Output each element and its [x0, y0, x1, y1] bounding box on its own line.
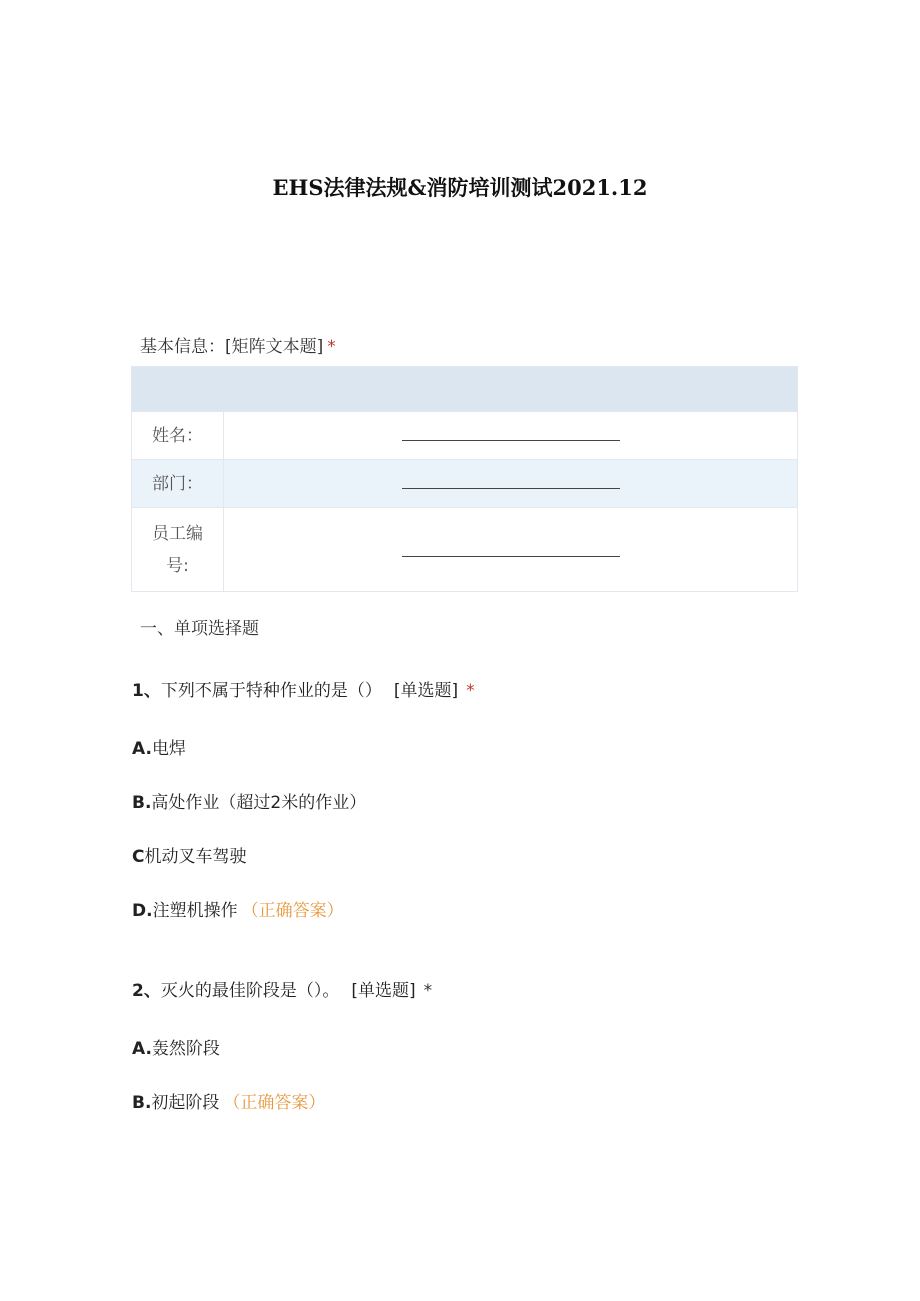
employee-id-field[interactable]	[402, 556, 620, 557]
matrix-row-name	[132, 411, 797, 459]
required-marker: *	[466, 681, 475, 701]
matrix-row-department	[132, 459, 797, 507]
matrix-header	[132, 367, 797, 411]
question-type: [单选题]	[351, 981, 416, 1001]
question-type: [单选题]	[393, 681, 459, 701]
option-text: 电焊	[151, 739, 186, 759]
option-text: 高处作业（超过2米的作业）	[151, 793, 367, 813]
required-marker: *	[423, 981, 433, 1001]
question-2	[132, 976, 432, 1001]
basic-info-matrix	[131, 366, 798, 592]
option-letter: C	[132, 847, 145, 867]
question-text: 下列不属于特种作业的是（）	[160, 681, 382, 701]
department-field[interactable]	[402, 488, 620, 489]
question-text: 灭火的最佳阶段是（）。	[160, 981, 340, 1001]
option-b[interactable]	[132, 1088, 325, 1113]
page-title: EHS法律法规&消防培训测试2021.12	[272, 175, 648, 200]
option-text: 轰然阶段	[151, 1039, 220, 1059]
option-a[interactable]	[132, 734, 186, 759]
option-text: 注塑机操作	[152, 901, 238, 921]
basic-info-text: 基本信息：[矩阵文本题]	[140, 337, 324, 357]
option-d[interactable]	[132, 896, 344, 921]
option-letter: B.	[132, 793, 152, 813]
correct-answer-badge: （正确答案）	[223, 1093, 326, 1113]
employee-id-label: 员工编号:	[132, 508, 224, 591]
option-c[interactable]	[132, 842, 246, 867]
question-number: 1、	[132, 681, 161, 701]
question-number: 2、	[132, 981, 161, 1001]
basic-info-label	[140, 332, 336, 357]
option-letter: D.	[132, 901, 153, 921]
correct-answer-badge: （正确答案）	[241, 901, 344, 921]
department-label: 部门：	[132, 460, 224, 507]
required-marker: *	[327, 337, 336, 357]
matrix-row-employee-id	[132, 507, 797, 591]
section-heading: 一、单项选择题	[140, 619, 259, 639]
option-b[interactable]	[132, 788, 366, 813]
option-letter: B.	[132, 1093, 152, 1113]
name-field[interactable]	[402, 440, 620, 441]
option-text: 初起阶段	[151, 1093, 220, 1113]
option-letter: A.	[132, 739, 152, 759]
name-label: 姓名：	[132, 412, 224, 459]
question-1	[132, 676, 475, 701]
option-a[interactable]	[132, 1034, 220, 1059]
option-text: 机动叉车驾驶	[144, 847, 247, 867]
option-letter: A.	[132, 1039, 152, 1059]
